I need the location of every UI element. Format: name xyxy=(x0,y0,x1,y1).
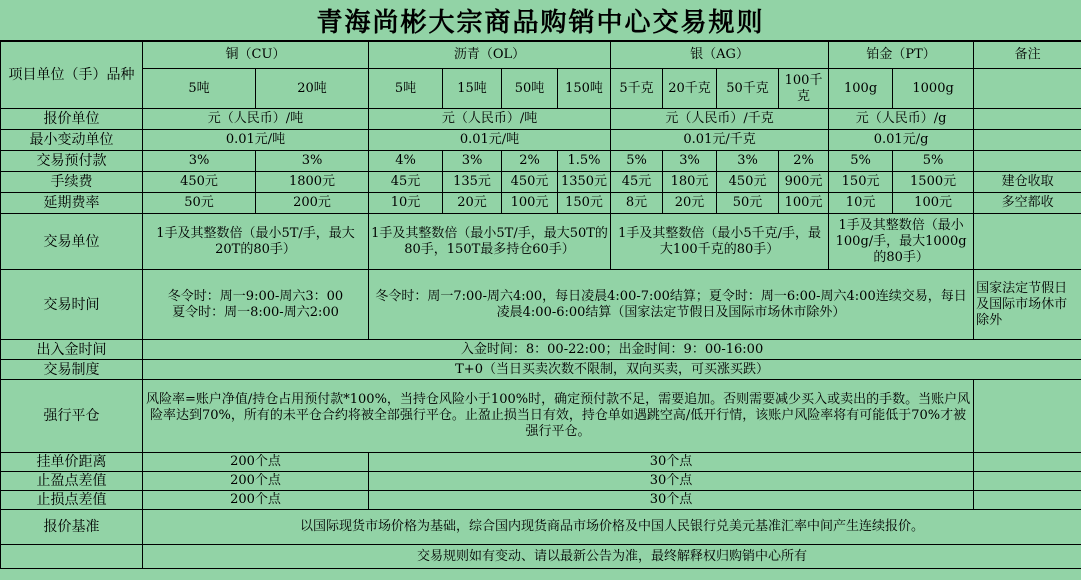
value-cell: 3% xyxy=(256,151,369,172)
value-cell: 180元 xyxy=(663,172,717,193)
header-row-groups xyxy=(1,42,1081,69)
value-cell: 200个点 xyxy=(143,472,369,491)
winter-time: 冬令时：周一9:00-周六3：00 xyxy=(167,288,344,304)
value-cell: 3% xyxy=(663,151,717,172)
value-cell: 1350元 xyxy=(558,172,611,193)
value-cell: 30个点 xyxy=(369,491,974,510)
row-label: 手续费 xyxy=(1,172,143,193)
value-cell: 150元 xyxy=(829,172,893,193)
unit-cell: 20千克 xyxy=(663,69,717,109)
value-cell: 5% xyxy=(611,151,663,172)
value-cell: 30个点 xyxy=(369,472,974,491)
value-cell: 2% xyxy=(502,151,558,172)
unit-cell: 1000g xyxy=(893,69,974,109)
remarks-cell xyxy=(974,380,1081,453)
value-cell: 元（人民币）/吨 xyxy=(143,109,369,130)
remarks-cell xyxy=(974,491,1081,510)
row-label: 报价基准 xyxy=(1,510,143,545)
remarks-cell xyxy=(974,109,1081,130)
group-copper: 铜（CU） xyxy=(143,42,369,69)
row-label: 交易制度 xyxy=(1,360,143,380)
remarks-cell xyxy=(974,472,1081,491)
value-cell: 0.01元/吨 xyxy=(369,130,611,151)
value-cell: 2% xyxy=(779,151,829,172)
value-cell: 200个点 xyxy=(143,453,369,472)
header-row-units xyxy=(1,69,1081,109)
group-asphalt: 沥青（OL） xyxy=(369,42,611,69)
row-footer xyxy=(1,545,1081,569)
rules-table xyxy=(0,41,1081,569)
row-fee xyxy=(1,172,1081,193)
value-cell: 1手及其整数倍（最小100g/手，最大1000g的80手） xyxy=(829,214,974,270)
value-cell: 900元 xyxy=(779,172,829,193)
value-cell: 1500元 xyxy=(893,172,974,193)
row-label: 延期费率 xyxy=(1,193,143,214)
remarks-cell xyxy=(974,151,1081,172)
row-liquidation xyxy=(1,380,1081,453)
value-cell: 风险率=账户净值/持仓占用预付款*100%，当持仓风险小于100%时，确定预付款不足，需要追加。否则需要减少买入或卖出的手数。当账户风险率达到70%，所有的未平仓合约将被全部强行平仓。止盈止损当日有效，持仓单如遇跳空高/低开行情，该账户风险率将有可能低于70%才被强行平仓。 xyxy=(143,380,974,453)
value-cell: 0.01元/千克 xyxy=(611,130,829,151)
row-trade-time xyxy=(1,270,1081,340)
value-cell: 0.01元/吨 xyxy=(143,130,369,151)
value-cell: 200个点 xyxy=(143,491,369,510)
row-label-item-unit: 项目单位（手）品种 xyxy=(1,42,143,109)
value-cell: 1800元 xyxy=(256,172,369,193)
page-title: 青海尚彬大宗商品购销中心交易规则 xyxy=(0,0,1081,41)
value-cell: 200元 xyxy=(256,193,369,214)
remarks-cell xyxy=(974,214,1081,270)
remarks-cell: 建仓收取 xyxy=(974,172,1081,193)
row-label: 最小变动单位 xyxy=(1,130,143,151)
value-cell: 20元 xyxy=(443,193,502,214)
remarks-cell xyxy=(974,130,1081,151)
value-cell: 1手及其整数倍（最小5千克/手，最大100千克的80手） xyxy=(611,214,829,270)
footer-note: 交易规则如有变动、请以最新公告为准，最终解释权归购销中心所有 xyxy=(143,545,1081,569)
row-label: 止盈点差值 xyxy=(1,472,143,491)
unit-cell: 50千克 xyxy=(717,69,779,109)
value-cell: 3% xyxy=(443,151,502,172)
row-label: 报价单位 xyxy=(1,109,143,130)
value-cell: 450元 xyxy=(717,172,779,193)
value-cell: 45元 xyxy=(611,172,663,193)
value-cell: 135元 xyxy=(443,172,502,193)
value-cell: 30个点 xyxy=(369,453,974,472)
row-quote-unit xyxy=(1,109,1081,130)
row-stop-loss xyxy=(1,491,1081,510)
unit-cell: 50吨 xyxy=(502,69,558,109)
summer-time: 夏令时：周一8:00-周六2:00 xyxy=(172,304,339,320)
unit-cell: 20吨 xyxy=(256,69,369,109)
unit-cell: 100g xyxy=(829,69,893,109)
value-cell: 元（人民币）/g xyxy=(829,109,974,130)
row-limit-distance xyxy=(1,453,1081,472)
row-prepay xyxy=(1,151,1081,172)
value-cell: 0.01元/g xyxy=(829,130,974,151)
row-label: 止损点差值 xyxy=(1,491,143,510)
group-platinum: 铂金（PT） xyxy=(829,42,974,69)
unit-cell: 5千克 xyxy=(611,69,663,109)
row-label: 强行平仓 xyxy=(1,380,143,453)
unit-cell: 5吨 xyxy=(143,69,256,109)
value-cell: T+0（当日买卖次数不限制，双向买卖，可买涨买跌） xyxy=(143,360,1081,380)
value-cell: 1手及其整数倍（最小5T/手，最大20T的80手） xyxy=(143,214,369,270)
row-quote-basis xyxy=(1,510,1081,545)
remarks-header: 备注 xyxy=(974,42,1081,69)
unit-cell: 100千克 xyxy=(779,69,829,109)
row-label: 交易预付款 xyxy=(1,151,143,172)
value-cell: 100元 xyxy=(502,193,558,214)
value-cell: 3% xyxy=(143,151,256,172)
remarks-cell: 国家法定节假日及国际市场休市除外 xyxy=(974,270,1081,340)
other-trade-time: 冬令时：周一7:00-周六4:00，每日凌晨4:00-7:00结算；夏令时：周一6:00-周六4:00连续交易，每日凌晨4:00-6:00结算（国家法定节假日及国际市场休市除外） xyxy=(369,270,974,340)
row-label: 出入金时间 xyxy=(1,340,143,360)
row-trade-unit xyxy=(1,214,1081,270)
value-cell: 450元 xyxy=(502,172,558,193)
row-label: 交易单位 xyxy=(1,214,143,270)
value-cell: 4% xyxy=(369,151,443,172)
remarks-cell xyxy=(974,69,1081,109)
value-cell: 1手及其整数倍（最小5T/手，最大50T的80手，150T最多持仓60手） xyxy=(369,214,611,270)
value-cell: 450元 xyxy=(143,172,256,193)
value-cell: 100元 xyxy=(779,193,829,214)
value-cell: 以国际现货市场价格为基础，综合国内现货商品市场价格及中国人民银行兑美元基准汇率中间产生连续报价。 xyxy=(143,510,1081,545)
group-silver: 银（AG） xyxy=(611,42,829,69)
value-cell: 1.5% xyxy=(558,151,611,172)
value-cell: 入金时间：8：00-22:00；出金时间：9：00-16:00 xyxy=(143,340,1081,360)
remarks-cell: 多空都收 xyxy=(974,193,1081,214)
value-cell: 150元 xyxy=(558,193,611,214)
value-cell: 50元 xyxy=(143,193,256,214)
value-cell: 10元 xyxy=(829,193,893,214)
row-min-tick xyxy=(1,130,1081,151)
row-label: 交易时间 xyxy=(1,270,143,340)
row-deferral xyxy=(1,193,1081,214)
row-cash-time xyxy=(1,340,1081,360)
value-cell: 元（人民币）/千克 xyxy=(611,109,829,130)
remarks-cell xyxy=(974,453,1081,472)
row-label: 挂单价距离 xyxy=(1,453,143,472)
unit-cell: 15吨 xyxy=(443,69,502,109)
value-cell: 20元 xyxy=(663,193,717,214)
unit-cell: 5吨 xyxy=(369,69,443,109)
value-cell: 8元 xyxy=(611,193,663,214)
value-cell: 5% xyxy=(893,151,974,172)
value-cell: 100元 xyxy=(893,193,974,214)
value-cell: 50元 xyxy=(717,193,779,214)
value-cell: 10元 xyxy=(369,193,443,214)
value-cell: 5% xyxy=(829,151,893,172)
value-cell: 3% xyxy=(717,151,779,172)
footer-empty xyxy=(1,545,143,569)
value-cell: 45元 xyxy=(369,172,443,193)
unit-cell: 150吨 xyxy=(558,69,611,109)
copper-trade-time xyxy=(143,270,369,340)
row-take-profit xyxy=(1,472,1081,491)
row-system xyxy=(1,360,1081,380)
value-cell: 元（人民币）/吨 xyxy=(369,109,611,130)
